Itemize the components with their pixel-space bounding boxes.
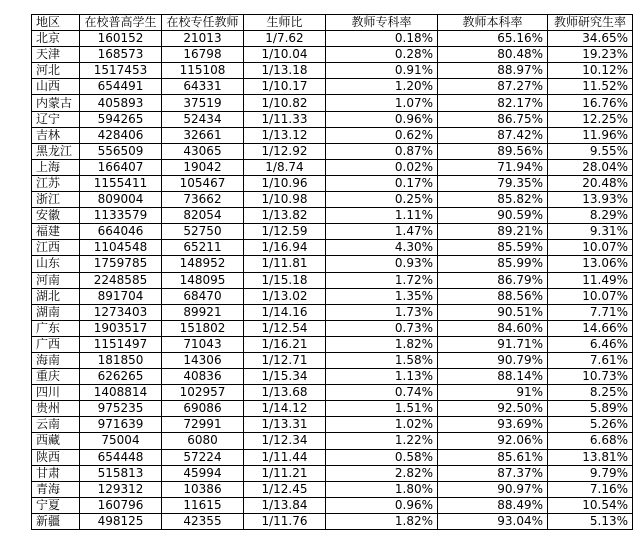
cell-graduate-rate: 9.55%: [548, 143, 633, 159]
cell-teachers: 148952: [162, 256, 244, 272]
data-sheet: [31, 14, 633, 530]
table-row: [32, 481, 633, 497]
cell-ratio: 1/13.31: [244, 417, 326, 433]
cell-graduate-rate: 34.65%: [548, 31, 633, 47]
cell-graduate-rate: 11.52%: [548, 79, 633, 95]
cell-ratio: 1/16.94: [244, 240, 326, 256]
cell-ratio: 1/11.81: [244, 256, 326, 272]
cell-college-rate: 1.02%: [326, 417, 438, 433]
cell-graduate-rate: 10.54%: [548, 497, 633, 513]
cell-graduate-rate: 10.73%: [548, 369, 633, 385]
cell-graduate-rate: 11.96%: [548, 127, 633, 143]
cell-students: 160796: [80, 497, 162, 513]
header-row: [32, 15, 633, 31]
table-row: [32, 513, 633, 529]
cell-teachers: 148095: [162, 272, 244, 288]
cell-region: 四川: [32, 385, 80, 401]
cell-region: 上海: [32, 159, 80, 175]
cell-students: 891704: [80, 288, 162, 304]
cell-students: 809004: [80, 192, 162, 208]
table-row: [32, 159, 633, 175]
cell-college-rate: 0.93%: [326, 256, 438, 272]
cell-college-rate: 0.96%: [326, 497, 438, 513]
cell-students: 168573: [80, 47, 162, 63]
cell-region: 黑龙江: [32, 143, 80, 159]
cell-bachelor-rate: 91.71%: [438, 336, 548, 352]
table-row: [32, 31, 633, 47]
table-row: [32, 449, 633, 465]
cell-teachers: 45994: [162, 465, 244, 481]
cell-region: 浙江: [32, 192, 80, 208]
cell-ratio: 1/10.96: [244, 175, 326, 191]
cell-region: 湖南: [32, 304, 80, 320]
cell-college-rate: 0.18%: [326, 31, 438, 47]
cell-bachelor-rate: 85.59%: [438, 240, 548, 256]
cell-region: 云南: [32, 417, 80, 433]
cell-students: 1273403: [80, 304, 162, 320]
cell-bachelor-rate: 93.04%: [438, 513, 548, 529]
cell-college-rate: 0.73%: [326, 320, 438, 336]
cell-teachers: 64331: [162, 79, 244, 95]
cell-ratio: 1/8.74: [244, 159, 326, 175]
cell-bachelor-rate: 80.48%: [438, 47, 548, 63]
cell-graduate-rate: 5.13%: [548, 513, 633, 529]
cell-graduate-rate: 6.46%: [548, 336, 633, 352]
cell-students: 181850: [80, 352, 162, 368]
cell-graduate-rate: 6.68%: [548, 433, 633, 449]
cell-teachers: 21013: [162, 31, 244, 47]
cell-bachelor-rate: 92.50%: [438, 401, 548, 417]
cell-college-rate: 1.82%: [326, 513, 438, 529]
cell-ratio: 1/16.21: [244, 336, 326, 352]
cell-teachers: 32661: [162, 127, 244, 143]
cell-students: 75004: [80, 433, 162, 449]
cell-teachers: 69086: [162, 401, 244, 417]
table-row: [32, 95, 633, 111]
cell-students: 1104548: [80, 240, 162, 256]
cell-graduate-rate: 12.25%: [548, 111, 633, 127]
cell-bachelor-rate: 92.06%: [438, 433, 548, 449]
cell-college-rate: 1.20%: [326, 79, 438, 95]
cell-graduate-rate: 7.71%: [548, 304, 633, 320]
cell-ratio: 1/13.68: [244, 385, 326, 401]
cell-graduate-rate: 11.49%: [548, 272, 633, 288]
cell-students: 1517453: [80, 63, 162, 79]
cell-teachers: 16798: [162, 47, 244, 63]
cell-graduate-rate: 14.66%: [548, 320, 633, 336]
cell-region: 宁夏: [32, 497, 80, 513]
cell-students: 664046: [80, 224, 162, 240]
cell-graduate-rate: 5.89%: [548, 401, 633, 417]
cell-teachers: 72991: [162, 417, 244, 433]
header-cell-graduate-rate: 教师研究生率: [548, 15, 633, 31]
cell-college-rate: 1.72%: [326, 272, 438, 288]
cell-students: 1408814: [80, 385, 162, 401]
cell-region: 吉林: [32, 127, 80, 143]
cell-ratio: 1/10.17: [244, 79, 326, 95]
cell-teachers: 105467: [162, 175, 244, 191]
table-row: [32, 143, 633, 159]
cell-ratio: 1/13.02: [244, 288, 326, 304]
cell-ratio: 1/14.12: [244, 401, 326, 417]
cell-college-rate: 0.02%: [326, 159, 438, 175]
cell-students: 594265: [80, 111, 162, 127]
cell-ratio: 1/15.34: [244, 369, 326, 385]
cell-teachers: 43065: [162, 143, 244, 159]
header-cell-region: 地区: [32, 15, 80, 31]
cell-region: 广东: [32, 320, 80, 336]
cell-graduate-rate: 13.81%: [548, 449, 633, 465]
cell-ratio: 1/12.45: [244, 481, 326, 497]
cell-teachers: 102957: [162, 385, 244, 401]
education-stats-table: [31, 14, 633, 530]
cell-teachers: 42355: [162, 513, 244, 529]
cell-region: 山西: [32, 79, 80, 95]
cell-bachelor-rate: 79.35%: [438, 175, 548, 191]
cell-region: 江苏: [32, 175, 80, 191]
cell-bachelor-rate: 84.60%: [438, 320, 548, 336]
cell-graduate-rate: 9.79%: [548, 465, 633, 481]
cell-college-rate: 1.47%: [326, 224, 438, 240]
cell-students: 1133579: [80, 208, 162, 224]
cell-ratio: 1/11.33: [244, 111, 326, 127]
cell-bachelor-rate: 71.94%: [438, 159, 548, 175]
cell-bachelor-rate: 65.16%: [438, 31, 548, 47]
cell-bachelor-rate: 89.56%: [438, 143, 548, 159]
cell-bachelor-rate: 90.97%: [438, 481, 548, 497]
header-cell-students: 在校普高学生: [80, 15, 162, 31]
table-row: [32, 401, 633, 417]
cell-ratio: 1/11.21: [244, 465, 326, 481]
table-row: [32, 79, 633, 95]
table-row: [32, 369, 633, 385]
cell-region: 辽宁: [32, 111, 80, 127]
cell-graduate-rate: 19.23%: [548, 47, 633, 63]
cell-ratio: 1/13.18: [244, 63, 326, 79]
cell-graduate-rate: 8.25%: [548, 385, 633, 401]
cell-students: 654491: [80, 79, 162, 95]
cell-ratio: 1/12.59: [244, 224, 326, 240]
cell-college-rate: 0.87%: [326, 143, 438, 159]
cell-teachers: 57224: [162, 449, 244, 465]
cell-bachelor-rate: 88.14%: [438, 369, 548, 385]
header-cell-bachelor-rate: 教师本科率: [438, 15, 548, 31]
cell-region: 青海: [32, 481, 80, 497]
cell-students: 428406: [80, 127, 162, 143]
cell-students: 166407: [80, 159, 162, 175]
cell-college-rate: 1.35%: [326, 288, 438, 304]
cell-students: 1151497: [80, 336, 162, 352]
cell-graduate-rate: 10.07%: [548, 288, 633, 304]
cell-bachelor-rate: 87.42%: [438, 127, 548, 143]
cell-region: 河南: [32, 272, 80, 288]
table-row: [32, 304, 633, 320]
cell-bachelor-rate: 86.75%: [438, 111, 548, 127]
cell-ratio: 1/12.71: [244, 352, 326, 368]
cell-bachelor-rate: 88.56%: [438, 288, 548, 304]
cell-graduate-rate: 16.76%: [548, 95, 633, 111]
cell-ratio: 1/13.12: [244, 127, 326, 143]
cell-college-rate: 0.28%: [326, 47, 438, 63]
cell-bachelor-rate: 89.21%: [438, 224, 548, 240]
table-row: [32, 465, 633, 481]
cell-region: 内蒙古: [32, 95, 80, 111]
header-cell-college-rate: 教师专科率: [326, 15, 438, 31]
cell-college-rate: 1.11%: [326, 208, 438, 224]
cell-teachers: 71043: [162, 336, 244, 352]
cell-region: 广西: [32, 336, 80, 352]
cell-teachers: 14306: [162, 352, 244, 368]
cell-ratio: 1/13.82: [244, 208, 326, 224]
cell-college-rate: 1.07%: [326, 95, 438, 111]
cell-ratio: 1/7.62: [244, 31, 326, 47]
cell-region: 重庆: [32, 369, 80, 385]
cell-graduate-rate: 20.48%: [548, 175, 633, 191]
cell-students: 1759785: [80, 256, 162, 272]
cell-college-rate: 0.74%: [326, 385, 438, 401]
cell-bachelor-rate: 85.61%: [438, 449, 548, 465]
cell-students: 654448: [80, 449, 162, 465]
cell-students: 2248585: [80, 272, 162, 288]
cell-region: 海南: [32, 352, 80, 368]
cell-college-rate: 0.91%: [326, 63, 438, 79]
cell-students: 1155411: [80, 175, 162, 191]
cell-students: 971639: [80, 417, 162, 433]
cell-bachelor-rate: 90.79%: [438, 352, 548, 368]
cell-bachelor-rate: 85.99%: [438, 256, 548, 272]
table-row: [32, 336, 633, 352]
cell-ratio: 1/14.16: [244, 304, 326, 320]
cell-teachers: 6080: [162, 433, 244, 449]
cell-college-rate: 1.51%: [326, 401, 438, 417]
cell-bachelor-rate: 93.69%: [438, 417, 548, 433]
cell-teachers: 37519: [162, 95, 244, 111]
cell-graduate-rate: 9.31%: [548, 224, 633, 240]
cell-students: 515813: [80, 465, 162, 481]
cell-students: 405893: [80, 95, 162, 111]
cell-college-rate: 4.30%: [326, 240, 438, 256]
table-row: [32, 240, 633, 256]
cell-bachelor-rate: 85.82%: [438, 192, 548, 208]
table-row: [32, 417, 633, 433]
cell-graduate-rate: 5.26%: [548, 417, 633, 433]
cell-ratio: 1/11.76: [244, 513, 326, 529]
table-row: [32, 256, 633, 272]
cell-graduate-rate: 8.29%: [548, 208, 633, 224]
cell-region: 江西: [32, 240, 80, 256]
cell-college-rate: 1.73%: [326, 304, 438, 320]
cell-teachers: 19042: [162, 159, 244, 175]
cell-graduate-rate: 10.07%: [548, 240, 633, 256]
cell-graduate-rate: 10.12%: [548, 63, 633, 79]
cell-ratio: 1/12.54: [244, 320, 326, 336]
cell-college-rate: 0.25%: [326, 192, 438, 208]
cell-ratio: 1/15.18: [244, 272, 326, 288]
cell-region: 陕西: [32, 449, 80, 465]
table-row: [32, 385, 633, 401]
cell-college-rate: 0.58%: [326, 449, 438, 465]
cell-bachelor-rate: 88.49%: [438, 497, 548, 513]
cell-graduate-rate: 13.06%: [548, 256, 633, 272]
cell-teachers: 10386: [162, 481, 244, 497]
cell-region: 安徽: [32, 208, 80, 224]
cell-college-rate: 0.96%: [326, 111, 438, 127]
cell-teachers: 52750: [162, 224, 244, 240]
cell-teachers: 151802: [162, 320, 244, 336]
table-row: [32, 433, 633, 449]
cell-teachers: 65211: [162, 240, 244, 256]
cell-ratio: 1/10.98: [244, 192, 326, 208]
cell-college-rate: 1.13%: [326, 369, 438, 385]
cell-bachelor-rate: 90.51%: [438, 304, 548, 320]
table-row: [32, 272, 633, 288]
cell-college-rate: 0.17%: [326, 175, 438, 191]
cell-graduate-rate: 28.04%: [548, 159, 633, 175]
cell-region: 山东: [32, 256, 80, 272]
cell-teachers: 68470: [162, 288, 244, 304]
cell-region: 福建: [32, 224, 80, 240]
cell-students: 129312: [80, 481, 162, 497]
cell-college-rate: 2.82%: [326, 465, 438, 481]
table-row: [32, 224, 633, 240]
cell-teachers: 73662: [162, 192, 244, 208]
cell-students: 498125: [80, 513, 162, 529]
table-row: [32, 175, 633, 191]
cell-region: 河北: [32, 63, 80, 79]
table-row: [32, 208, 633, 224]
header-cell-teachers: 在校专任教师: [162, 15, 244, 31]
cell-bachelor-rate: 82.17%: [438, 95, 548, 111]
cell-bachelor-rate: 88.97%: [438, 63, 548, 79]
cell-region: 湖北: [32, 288, 80, 304]
cell-ratio: 1/12.34: [244, 433, 326, 449]
cell-bachelor-rate: 87.37%: [438, 465, 548, 481]
cell-teachers: 11615: [162, 497, 244, 513]
table-row: [32, 288, 633, 304]
cell-students: 556509: [80, 143, 162, 159]
cell-college-rate: 1.80%: [326, 481, 438, 497]
cell-bachelor-rate: 90.59%: [438, 208, 548, 224]
table-row: [32, 63, 633, 79]
cell-teachers: 52434: [162, 111, 244, 127]
cell-college-rate: 1.82%: [326, 336, 438, 352]
cell-ratio: 1/13.84: [244, 497, 326, 513]
cell-teachers: 82054: [162, 208, 244, 224]
table-row: [32, 497, 633, 513]
cell-region: 新疆: [32, 513, 80, 529]
cell-teachers: 89921: [162, 304, 244, 320]
cell-college-rate: 1.22%: [326, 433, 438, 449]
table-body: [32, 15, 633, 530]
table-row: [32, 127, 633, 143]
cell-teachers: 115108: [162, 63, 244, 79]
cell-teachers: 40836: [162, 369, 244, 385]
cell-college-rate: 1.58%: [326, 352, 438, 368]
cell-region: 北京: [32, 31, 80, 47]
cell-region: 天津: [32, 47, 80, 63]
header-cell-ratio: 生师比: [244, 15, 326, 31]
cell-region: 西藏: [32, 433, 80, 449]
cell-bachelor-rate: 91%: [438, 385, 548, 401]
cell-bachelor-rate: 87.27%: [438, 79, 548, 95]
cell-students: 626265: [80, 369, 162, 385]
cell-region: 甘肃: [32, 465, 80, 481]
cell-students: 160152: [80, 31, 162, 47]
table-row: [32, 111, 633, 127]
cell-students: 975235: [80, 401, 162, 417]
cell-graduate-rate: 7.16%: [548, 481, 633, 497]
cell-ratio: 1/12.92: [244, 143, 326, 159]
cell-bachelor-rate: 86.79%: [438, 272, 548, 288]
cell-graduate-rate: 13.93%: [548, 192, 633, 208]
cell-students: 1903517: [80, 320, 162, 336]
cell-college-rate: 0.62%: [326, 127, 438, 143]
table-row: [32, 320, 633, 336]
table-row: [32, 192, 633, 208]
table-row: [32, 47, 633, 63]
cell-region: 贵州: [32, 401, 80, 417]
cell-ratio: 1/10.82: [244, 95, 326, 111]
table-row: [32, 352, 633, 368]
cell-graduate-rate: 7.61%: [548, 352, 633, 368]
cell-ratio: 1/10.04: [244, 47, 326, 63]
cell-ratio: 1/11.44: [244, 449, 326, 465]
